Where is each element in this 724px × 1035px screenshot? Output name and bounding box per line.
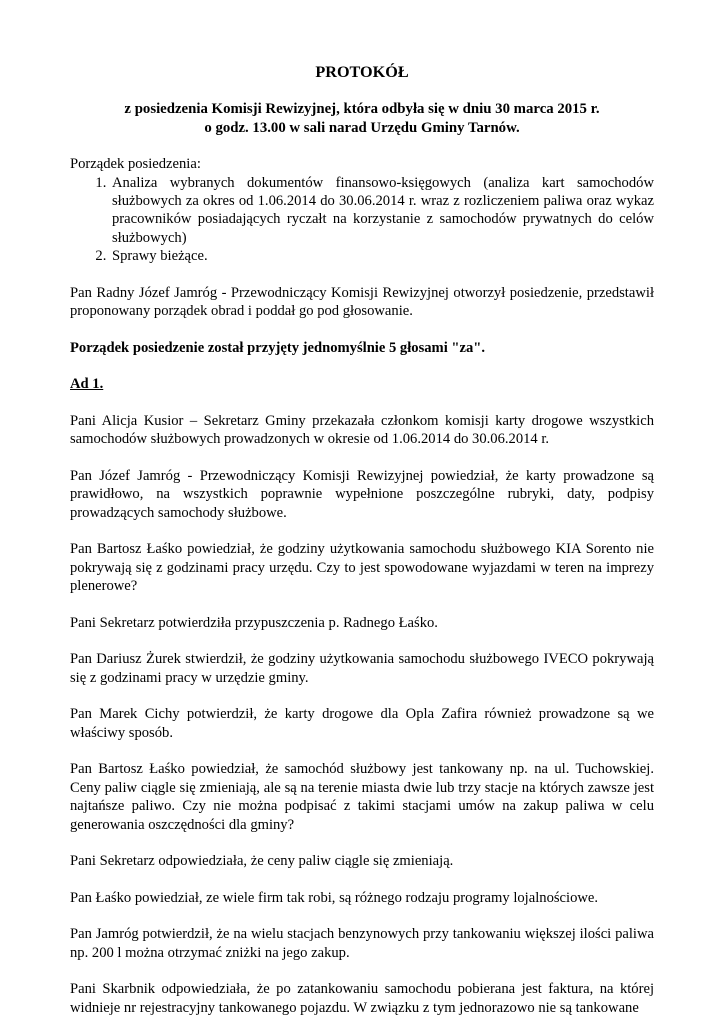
agenda-item: 2. Sprawy bieżące.	[110, 247, 654, 265]
document-subtitle	[70, 100, 654, 137]
document-title: PROTOKÓŁ	[315, 63, 409, 81]
paragraph: Pan Bartosz Łaśko powiedział, że samochód służbowy jest tankowany np. na ul. Tuchowskiej. Ceny paliw ciągle się zmieniają, ale są na terenie miasta dwie lub trzy stacje na których zawsze jest najtańsze paliwo. Czy nie można podpisać z takimi stacjami umów na zakup paliwa w celu generowania oszczędności dla gminy?	[70, 761, 654, 833]
paragraph: Pan Łaśko powiedział, ze wiele firm tak robi, są różnego rodzaju programy lojalnościowe.	[70, 889, 599, 906]
section-heading	[70, 375, 654, 393]
paragraph: Pan Marek Cichy potwierdził, że karty drogowe dla Opla Zafira również prowadzone są we właściwy sposób.	[70, 706, 654, 741]
subtitle-line-2: o godz. 13.00 w sali narad Urzędu Gminy Tarnów.	[204, 119, 520, 136]
opening-paragraph: Pan Radny Józef Jamróg - Przewodniczący Komisji Rewizyjnej otworzył posiedzenie, przedstawił proponowany porządek obrad i poddał go pod głosowanie.	[70, 284, 654, 320]
document-page	[70, 62, 654, 1035]
paragraph: Pan Dariusz Żurek stwierdził, że godziny użytkowania samochodu służbowego IVECO pokrywają się z godzinami pracy w urzędzie gminy.	[70, 651, 654, 686]
subtitle-line-1: z posiedzenia Komisji Rewizyjnej, która odbyła się w dniu 30 marca 2015 r.	[124, 101, 600, 117]
paragraph: Pani Sekretarz potwierdziła przypuszczenia p. Radnego Łaśko.	[70, 614, 438, 631]
section-heading-text: Ad 1.	[70, 376, 104, 393]
agenda-label: Porządek posiedzenia:	[70, 156, 201, 173]
paragraph: Pan Jamróg potwierdził, że na wielu stacjach benzynowych przy tankowaniu większej ilości paliwa np. 200 l można otrzymać zniżki na jego zakup.	[70, 926, 654, 961]
paragraph: Pan Bartosz Łaśko powiedział, że godziny użytkowania samochodu służbowego KIA Sorento nie pokrywają się z godzinami pracy urzędu. Czy to jest spowodowane wyjazdami w teren na imprezy plenerowe?	[70, 541, 654, 595]
agenda-list	[70, 174, 654, 266]
paragraph: Pani Alicja Kusior – Sekretarz Gminy przekazała członkom komisji karty drogowe wszystkich samochodów służbowych prowadzonych w okresie od 1.06.2014 do 30.06.2014 r.	[70, 413, 654, 448]
agenda-item: 1. Analiza wybranych dokumentów finansowo-księgowych (analiza kart samochodów służbowych za okres od 1.06.2014 do 30.06.2014 r. wraz z rozliczeniem paliwa oraz wykaz pracowników posiadających ryczałt na korzystanie z samochodów prywatnych do celów służbowych)	[110, 174, 654, 248]
vote-result: Porządek posiedzenie został przyjęty jednomyślnie 5 głosami "za".	[70, 339, 486, 356]
paragraph: Pani Sekretarz odpowiedziała, że ceny paliw ciągle się zmieniają.	[70, 853, 454, 870]
paragraph: Pan Józef Jamróg - Przewodniczący Komisji Rewizyjnej powiedział, że karty prowadzone są prawidłowo, na wszystkich poprawnie wypełnione poszczególne rubryki, daty, podpisy prowadzących samochody służbowe.	[70, 468, 654, 521]
paragraph: Pani Skarbnik odpowiedziała, że po zatankowaniu samochodu pobierana jest faktura, na której widnieje nr rejestracyjny tankowanego pojazdu. W związku z tym jednorazowo nie są tankowane	[70, 981, 654, 1016]
